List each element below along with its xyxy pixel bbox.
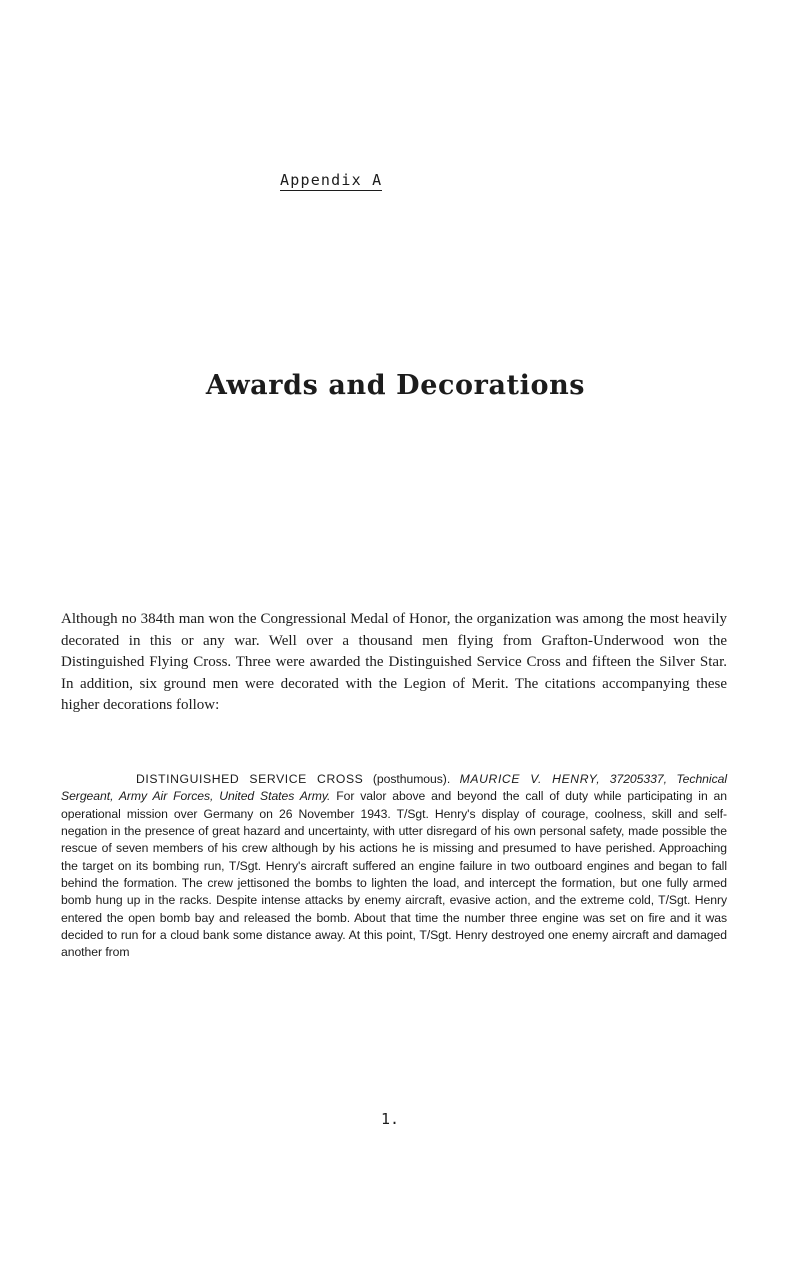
recipient-details: 37205337, Technical Sergeant, Army Air Forces, United States Army.: [61, 772, 727, 804]
award-suffix: (posthumous).: [363, 772, 460, 786]
citation-body: For valor above and beyond the call of duty while participating in an operational mission over Germany on 26 November 1943. T/Sgt. Henry's display of courage, coolness, skill and self-negation in the presence of great hazard and uncertainty, with utter disregard of his own personal safety, made possible the rescue of seven members of his crew although by his actions he is missing and presumed to have perished. Approaching the target on its bombing run, T/Sgt. Henry's aircraft suffered an engine failure in two outboard engines and began to fall behind the formation. The crew jettisoned the bombs to lighten the load, and intercept the formation, but one fully armed bomb hung up in the racks. Despite intense attacks by enemy aircraft, evasive action, and the extreme cold, T/Sgt. Henry entered the open bomb bay and released the bomb. About that time the number three engine was set on fire and it was decided to run for a cloud bank some distance away. At this point, T/Sgt. Henry destroyed one enemy aircraft and damaged another from: [61, 789, 728, 960]
appendix-heading: Appendix A: [280, 171, 383, 189]
page-title-text: Awards and Decorations: [205, 370, 586, 402]
citation-paragraph: [61, 771, 727, 962]
page-number: 1.: [381, 1110, 400, 1128]
award-name: DISTINGUISHED SERVICE CROSS: [136, 772, 364, 786]
recipient-name: MAURICE V. HENRY,: [459, 772, 601, 786]
intro-paragraph: Although no 384th man won the Congressional Medal of Honor, the organization was among the most heavily decorated in this or any war. Well over a thousand men flying from Grafton-Underwood won the Distinguished Flying Cross. Three were awarded the Distinguished Service Cross and fifteen the Silver Star. In addition, six ground men were decorated with the Legion of Merit. The citations accompanying these higher decorations follow:: [61, 611, 727, 714]
page-title: [0, 370, 803, 401]
